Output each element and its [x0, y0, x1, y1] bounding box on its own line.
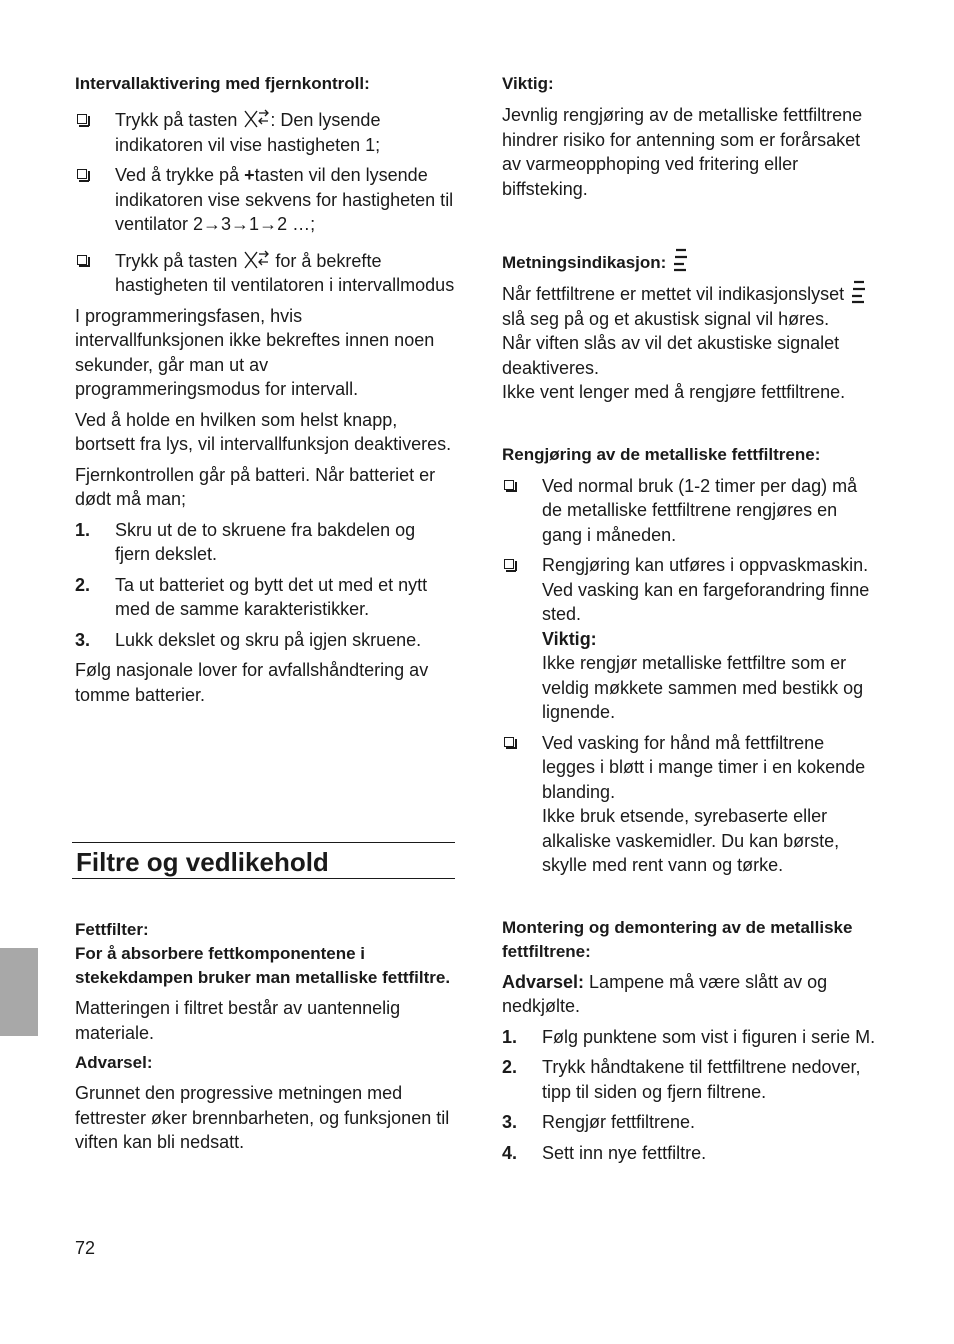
side-tab [0, 948, 38, 1036]
page-number: 72 [75, 1238, 96, 1258]
fettfilter-heading: Fettfilter: [75, 920, 149, 939]
paragraph: Følg nasjonale lover for avfallshåndtering av tomme batterier. [75, 660, 429, 705]
metning-heading: Metningsindikasjon: [502, 247, 882, 275]
paragraph: Grunnet den progressive metningen med fettrester øker brennbarheten, og funksjonen til viften kan bli nedsatt. [75, 1083, 450, 1152]
list-item: Ved normal bruk (1-2 timer per dag) må de metalliske fettfiltrene rengjøres en gang i måneden. [502, 474, 882, 548]
montering-heading: Montering og demontering av de metalliske fettfiltrene: [502, 917, 853, 961]
list-item: Trykk på tasten : Den lysende indikatoren vil vise hastigheten 1; [75, 108, 455, 157]
checkbox-bullet-icon [77, 255, 87, 265]
checkbox-bullet-icon [77, 169, 87, 179]
fan-interval-icon [242, 108, 270, 130]
list-item: Ved å trykke på +tasten vil den lysende indikatoren vise sekvens for hastigheten til ventilator 2→3→1→2 …; [75, 163, 455, 237]
viktig-heading: Viktig: [502, 74, 554, 93]
paragraph: Når viften slås av vil det akustiske signalet deaktiveres. [502, 333, 840, 378]
list-item: 3. Lukk dekslet og skru på igjen skruene. [75, 629, 422, 650]
paragraph: Advarsel: Lampene må være slått av og nedkjølte. [502, 971, 828, 1016]
list-item: Trykk på tasten for å bekrefte hastigheten til ventilatoren i intervallmodus [75, 249, 455, 298]
paragraph: Når fettfiltrene er mettet vil indikasjonslyset slå seg på og et akustisk signal vil høres. [502, 279, 882, 331]
fan-interval-icon [242, 249, 270, 271]
list-item: 4. Sett inn nye fettfiltre. [502, 1142, 707, 1163]
paragraph: Jevnlig rengjøring av de metalliske fettfiltrene hindrer risiko for antenning som er forårsaket av varmeopphoping ved fritering eller biffsteking. [502, 105, 863, 199]
saturation-indicator-icon [849, 279, 869, 305]
list-item: 2. Trykk håndtakene til fettfiltrene nedover, tipp til siden og fjern filtrene. [502, 1057, 861, 1102]
fettfilter-bold-text: For å absorbere fettkomponentene i stekekdampen bruker man metalliske fettfiltre. [75, 944, 451, 987]
list-item: Ved vasking for hånd må fettfiltrene legges i bløtt i mange timer i en kokende blanding. Ikke bruk etsende, syrebaserte eller alkaliske vaskemidler. Du kan børste, skylle med rent vann og tørke. [502, 731, 882, 878]
rengjoring-heading: Rengjøring av de metalliske fettfiltrene: [502, 444, 821, 464]
list-item: 3. Rengjør fettfiltrene. [502, 1112, 696, 1132]
list-item: 1. Følg punktene som vist i figuren i serie M. [502, 1026, 876, 1047]
list-item: 2. Ta ut batteriet og bytt det ut med et nytt med de samme karakteristikker. [75, 574, 428, 619]
checkbox-bullet-icon [504, 559, 514, 569]
advarsel-heading: Advarsel: [75, 1053, 153, 1072]
paragraph: Ikke vent lenger med å rengjøre fettfiltrene. [502, 382, 846, 402]
checkbox-bullet-icon [504, 480, 514, 490]
paragraph: Ved å holde en hvilken som helst knapp, bortsett fra lys, vil intervallfunksjon deaktiveres. [75, 409, 452, 454]
left-column-lower [75, 918, 455, 1155]
paragraph: Fjernkontrollen går på batteri. Når batteriet er dødt må man; [75, 464, 436, 509]
paragraph: Matteringen i filtret består av uantennelig materiale. [75, 998, 401, 1043]
right-column [502, 70, 882, 1165]
list-item: Rengjøring kan utføres i oppvaskmaskin. Ved vasking kan en fargeforandring finne sted. Viktig: Ikke rengjør metalliske fettfiltre som er veldig møkkete sammen med bestikk og lignende. [502, 553, 882, 725]
paragraph: I programmeringsfasen, hvis intervallfunksjonen ikke bekreftes innen noen sekunder, går man ut av programmeringsmodus for intervall. [75, 305, 435, 399]
checkbox-bullet-icon [77, 114, 87, 124]
interval-heading: Intervallaktivering med fjernkontroll: [75, 74, 370, 93]
list-item: 1. Skru ut de to skruene fra bakdelen og fjern dekslet. [75, 519, 416, 564]
left-column [75, 70, 455, 707]
checkbox-bullet-icon [504, 737, 514, 747]
saturation-indicator-icon [671, 247, 691, 273]
section-title: Filtre og vedlikehold [72, 842, 455, 879]
